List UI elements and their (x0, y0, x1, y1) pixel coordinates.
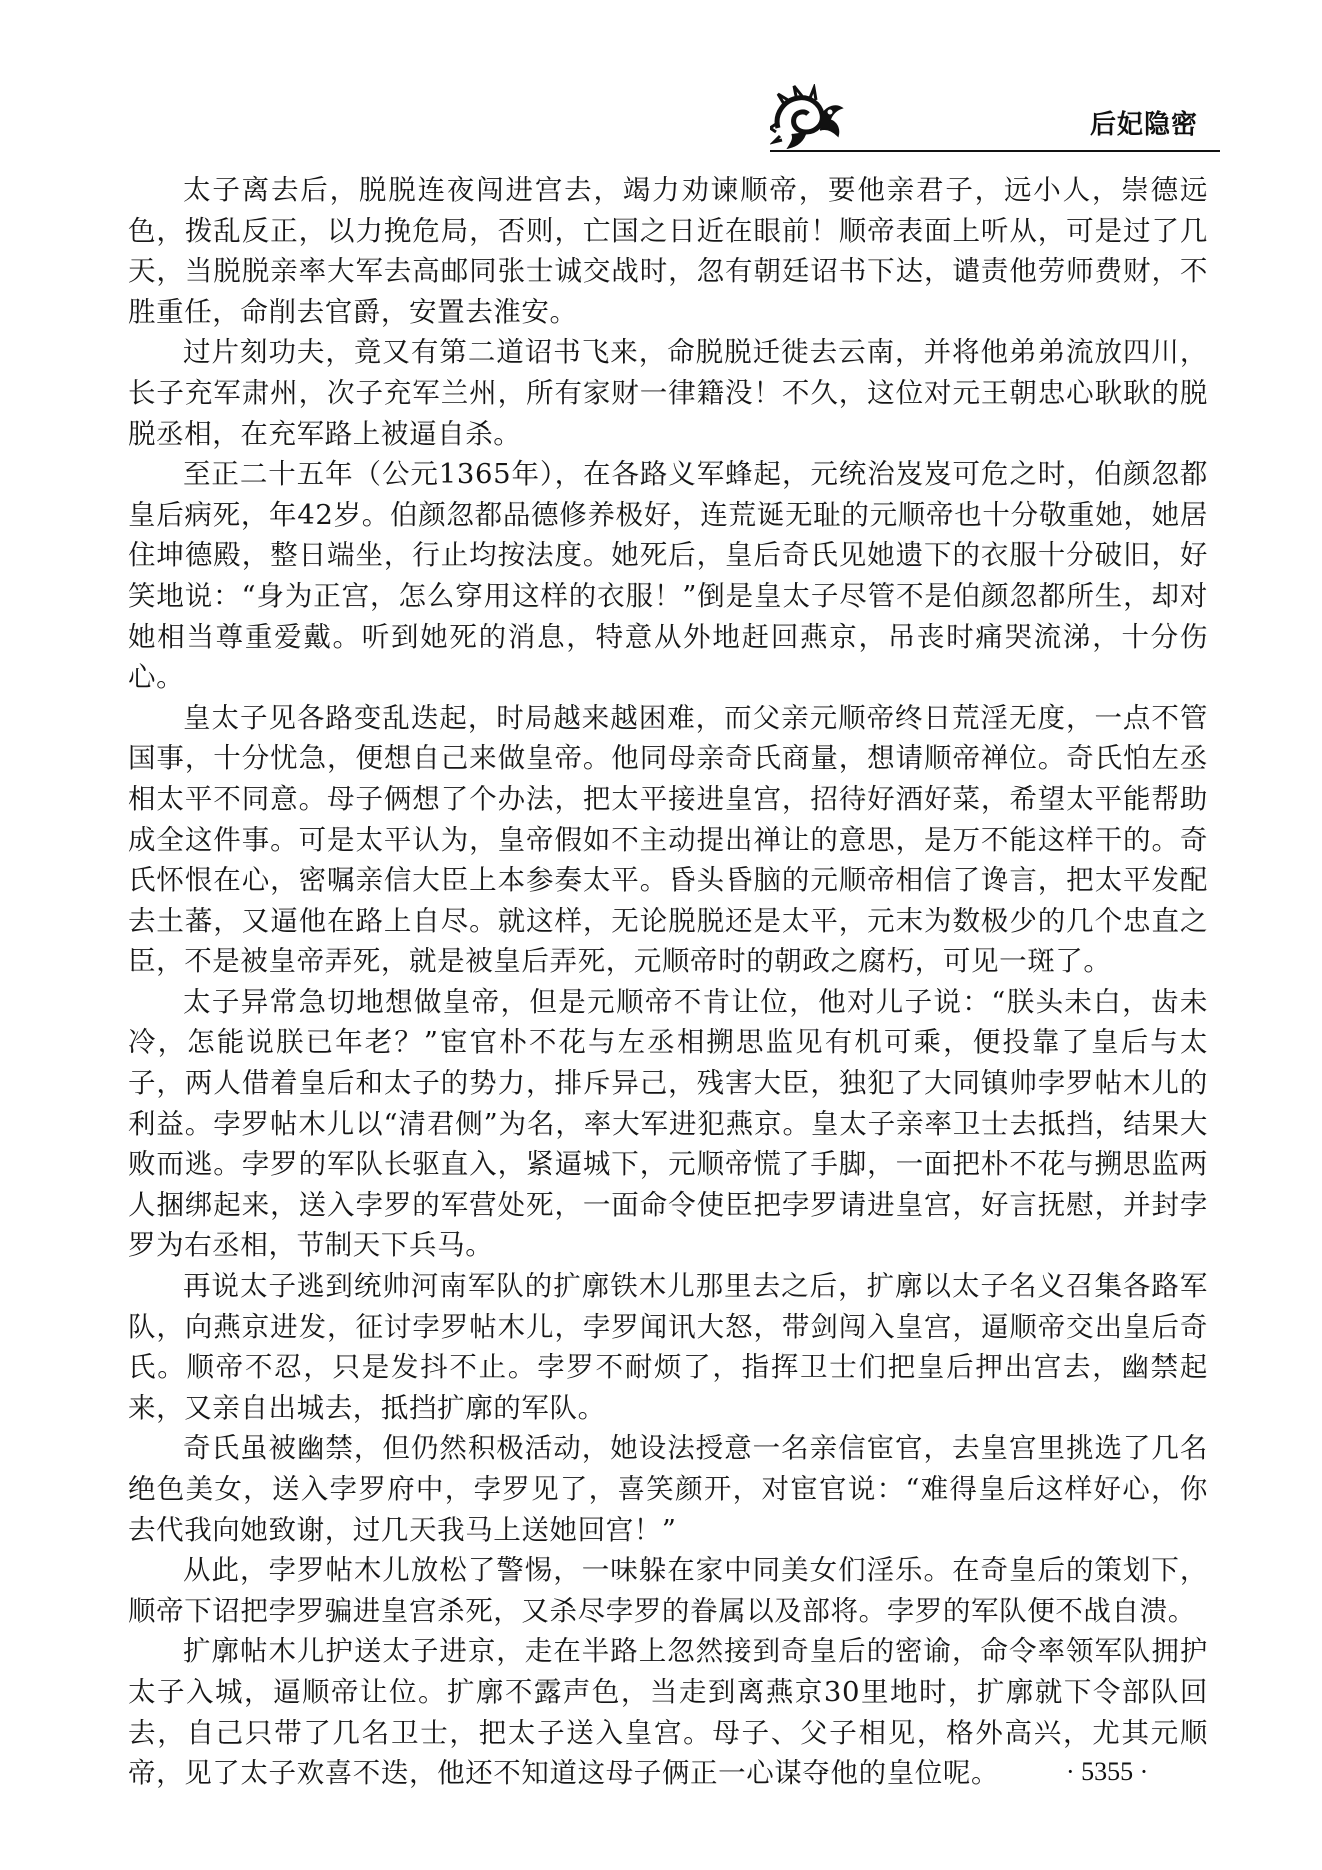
paragraph: 至正二十五年（公元1365年），在各路义军蜂起，元统治岌岌可危之时，伯颜忽都皇后病死，年42岁。伯颜忽都品德修养极好，连荒诞无耻的元顺帝也十分敬重她，她居住坤德殿，整日端坐，行止均按法度。她死后，皇后奇氏见她遗下的衣服十分破旧，好笑地说：“身为正宫，怎么穿用这样的衣服！”倒是皇太子尽管不是伯颜忽都所生，却对她相当尊重爱戴。听到她死的消息，特意从外地赶回燕京，吊丧时痛哭流涕，十分伤心。 (128, 458, 1208, 694)
header-title: 后妃隐密 (1089, 110, 1198, 140)
paragraph: 太子异常急切地想做皇帝，但是元顺帝不肯让位，他对儿子说：“朕头未白，齿未冷，怎能说朕已年老？”宦官朴不花与左丞相搠思监见有机可乘，便投靠了皇后与太子，两人借着皇后和太子的势力，排斥异己，残害大臣，独犯了大同镇帅孛罗帖木儿的利益。孛罗帖木儿以“清君侧”为名，率大军进犯燕京。皇太子亲率卫士去抵挡，结果大败而逃。孛罗的军队长驱直入，紧逼城下，元顺帝慌了手脚，一面把朴不花与搠思监两人捆绑起来，送入孛罗的军营处死，一面命令使臣把孛罗请进皇宫，好言抚慰，并封孛罗为右丞相，节制天下兵马。 (128, 985, 1208, 1262)
page-number: · 5355 · (1066, 1757, 1149, 1786)
paragraph: 奇氏虽被幽禁，但仍然积极活动，她设法授意一名亲信宦官，去皇宫里挑选了几名绝色美女，送入孛罗府中，孛罗见了，喜笑颜开，对宦官说：“难得皇后这样好心，你去代我向她致谢，过几天我马上送她回宫！” (128, 1432, 1208, 1546)
header-rule (770, 150, 1220, 152)
paragraph: 皇太子见各路变乱迭起，时局越来越困难，而父亲元顺帝终日荒淫无度，一点不管国事，十分忧急，便想自己来做皇帝。他同母亲奇氏商量，想请顺帝禅位。奇氏怕左丞相太平不同意。母子俩想了个办法，把太平接进皇宫，招待好酒好菜，希望太平能帮助成全这件事。可是太平认为，皇帝假如不主动提出禅让的意思，是万不能这样干的。奇氏怀恨在心，密嘱亲信大臣上本参奏太平。昏头昏脑的元顺帝相信了谗言，把太平发配去土蕃，又逼他在路上自尽。就这样，无论脱脱还是太平，元末为数极少的几个忠直之臣，不是被皇帝弄死，就是被皇后弄死，元顺帝时的朝政之腐朽，可见一斑了。 (128, 701, 1208, 978)
paragraph: 再说太子逃到统帅河南军队的扩廓铁木儿那里去之后，扩廓以太子名义召集各路军队，向燕京进发，征讨孛罗帖木儿，孛罗闻讯大怒，带剑闯入皇宫，逼顺帝交出皇后奇氏。顺帝不忍，只是发抖不止。孛罗不耐烦了，指挥卫士们把皇后押出宫去，幽禁起来，又亲自出城去，抵挡扩廓的军队。 (128, 1270, 1208, 1424)
running-header (770, 78, 1220, 158)
article-body (128, 170, 1208, 1794)
paragraph: 太子离去后，脱脱连夜闯进宫去，竭力劝谏顺帝，要他亲君子，远小人，崇德远色，拨乱反正，以力挽危局，否则，亡国之日近在眼前！顺帝表面上听从，可是过了几天，当脱脱亲率大军去高邮同张士诚交战时，忽有朝廷诏书下达，谴责他劳师费财，不胜重任，命削去官爵，安置去淮安。 (128, 174, 1208, 328)
paragraph: 从此，孛罗帖木儿放松了警惕，一味躲在家中同美女们淫乐。在奇皇后的策划下，顺帝下诏把孛罗骗进皇宫杀死，又杀尽孛罗的眷属以及部将。孛罗的军队便不战自溃。 (128, 1554, 1208, 1627)
paragraph: 过片刻功夫，竟又有第二道诏书飞来，命脱脱迁徙去云南，并将他弟弟流放四川，长子充军肃州，次子充军兰州，所有家财一律籍没！不久，这位对元王朝忠心耿耿的脱脱丞相，在充军路上被逼自杀。 (128, 336, 1208, 450)
dragon-ornament-icon (770, 84, 848, 152)
paragraph: 扩廓帖木儿护送太子进京，走在半路上忽然接到奇皇后的密谕，命令率领军队拥护太子入城，逼顺帝让位。扩廓不露声色，当走到离燕京30里地时，扩廓就下令部队回去，自己只带了几名卫士，把太子送入皇宫。母子、父子相见，格外高兴，尤其元顺帝，见了太子欢喜不迭，他还不知道这母子俩正一心谋夺他的皇位呢。 (128, 1635, 1208, 1790)
